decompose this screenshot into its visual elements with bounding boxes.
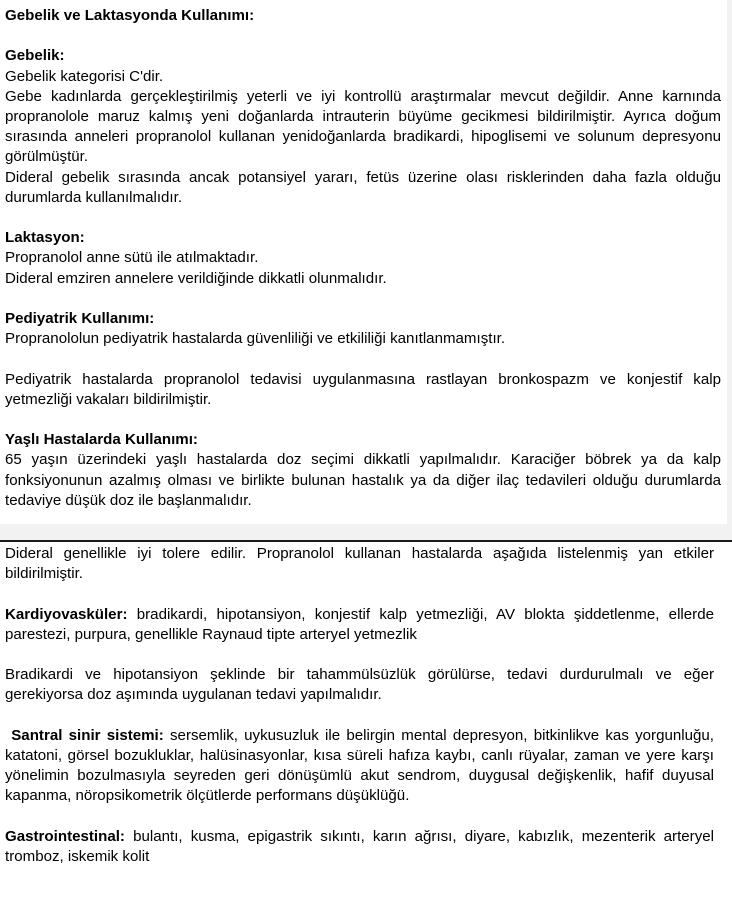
pregnancy-category: Gebelik kategorisi C'dir. [5,67,164,85]
spacer [5,410,721,430]
gastrointestinal-label: Gastrointestinal: [5,827,125,845]
lactation-heading: Laktasyon: [5,229,85,247]
elderly-heading: Yaşlı Hastalarda Kullanımı: [5,431,198,449]
pregnancy-paragraph: Gebe kadınlarda gerçekleştirilmiş yeterli ve iyi kontrollü araştırmalar mevcut değildir. Anne karnında propranolole maruz kalmış yeni doğanlarda intrauterin büyüme gecikmesi bildirilmiştir. Ayrıca doğum sırasında anneleri propranolol kullanan yenidoğanlarda bradikardi, hipoglisemi ve solunum depresyonu görülmüştür. [5,87,721,166]
cardiovascular-label: Kardiyovasküler: [5,605,128,623]
pregnancy-usage-note: Dideral gebelik sırasında ancak potansiyel yararı, fetüs üzerine olası risklerinden daha fazla olduğu durumlarda kullanılmalıdır. [5,168,721,206]
lactation-line-2: Dideral emziren annelere verildiğinde dikkatli olunmalıdır. [5,269,387,287]
cardiovascular-text: bradikardi, hipotansiyon, konjestif kalp yetmezliği, AV blokta şiddetlenme, ellerde parestezi, purpura, genellikle Raynaud tipte arteryel yetmezlik [5,605,714,643]
cns-label: Santral sinir sistemi: [11,726,164,744]
gastrointestinal-text: bulantı, kusma, epigastrik sıkıntı, karın ağrısı, diyare, kabızlık, mezenterik arteryel tromboz, iskemik kolit [5,827,714,865]
cns-text: sersemlik, uykusuzluk ile belirgin mental depresyon, bitkinlikve kas yorgunluğu, katatoni, görsel bozukluklar, halüsinasyonlar, kısa süreli hafıza kaybı, canlı rüyalar, zaman ve yere karşı yönelimin bozulmasıyla seyreden geri dönüşümlü akut sendrom, duygusal değişkenlik, hafif duyusal kapanma, nöropsikometrik ölçütlerde performans düşüklüğü. [5,726,714,805]
spacer [5,807,714,827]
section-title-pregnancy-lactation: Gebelik ve Laktasyonda Kullanımı: [5,7,255,24]
pregnancy-heading: Gebelik: [5,47,65,65]
elderly-paragraph: 65 yaşın üzerindeki yaşlı hastalarda doz seçimi dikkatli yapılmalıdır. Karaciğer böbrek ya da kalp fonksiyonunun azalmış olması ve birlikte bulunan hastalık ya da diğer ilaç tedavileri olduğu durumlarda tedaviye düşük doz ile başlanmalıdır. [5,451,721,509]
spacer [5,208,721,228]
spacer [5,26,721,46]
side-effects-intro: Dideral genellikle iyi tolere edilir. Propranolol kullanan hastalarda aşağıda listelenmiş yan etkiler bildirilmiştir. [5,545,714,583]
pediatric-paragraph-1: Propranololun pediyatrik hastalarda güvenliliği ve etkililiği kanıtlanmamıştır. [5,330,506,348]
pediatric-heading: Pediyatrik Kullanımı: [5,310,155,327]
spacer [5,289,721,309]
spacer [5,645,714,665]
lactation-line-1: Propranolol anne sütü ile atılmaktadır. [5,249,259,267]
bradycardia-note: Bradikardi ve hipotansiyon şeklinde bir tahammülsüzlük görülürse, tedavi durdurulmalı ve eğer gerekiyorsa doz aşımında uygulanan tedavi yapılmalıdır. [5,666,714,704]
cns-paragraph [5,726,714,807]
spacer [5,706,714,726]
spacer [5,349,721,369]
cardiovascular-paragraph [5,605,714,645]
spacer [5,584,714,604]
gastrointestinal-paragraph [5,827,714,867]
pediatric-paragraph-2: Pediyatrik hastalarda propranolol tedavisi uygulanmasına rastlayan bronkospazm ve konjestif kalp yetmezliği vakaları bildirilmiştir. [5,370,721,408]
document-page-bottom [0,540,732,900]
